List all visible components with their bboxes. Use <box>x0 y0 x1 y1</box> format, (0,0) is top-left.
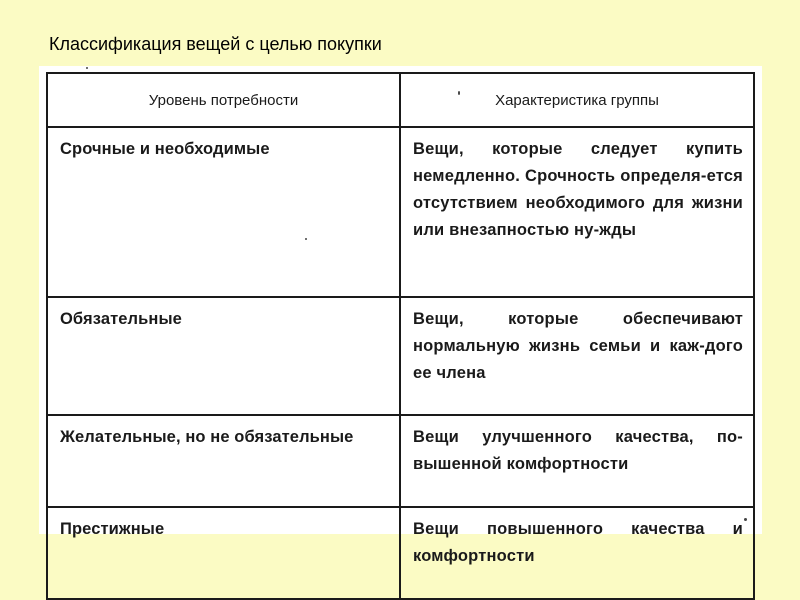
header-characteristic: Характеристика группы <box>400 73 754 127</box>
table-row <box>47 127 754 297</box>
table-row <box>47 415 754 507</box>
characteristic-cell: Вещи, которые обеспечивают нормальную жизнь семьи и каж-дого ее члена <box>400 297 754 415</box>
level-cell: Желательные, но не обязательные <box>47 415 400 507</box>
scan-speck <box>744 518 747 521</box>
level-cell: Престижные <box>47 507 400 599</box>
level-cell: Обязательные <box>47 297 400 415</box>
scan-speck <box>458 91 460 95</box>
table-row <box>47 507 754 599</box>
characteristic-cell: Вещи повышенного качества и комфортности <box>400 507 754 599</box>
characteristic-cell: Вещи улучшенного качества, по-вышенной комфортности <box>400 415 754 507</box>
classification-table <box>46 72 755 600</box>
scan-speck <box>305 238 307 240</box>
table-row <box>47 297 754 415</box>
slide-title: Классификация вещей с целью покупки <box>49 34 382 54</box>
scanned-table-image <box>39 66 762 565</box>
level-cell: Срочные и необходимые <box>47 127 400 297</box>
table-header-row <box>47 73 754 127</box>
characteristic-cell: Вещи, которые следует купить немедленно. Срочность определя-ется отсутствием необходимого для жизни или внезапностью ну-жды <box>400 127 754 297</box>
scan-speck <box>86 67 88 69</box>
header-level: Уровень потребности <box>47 73 400 127</box>
